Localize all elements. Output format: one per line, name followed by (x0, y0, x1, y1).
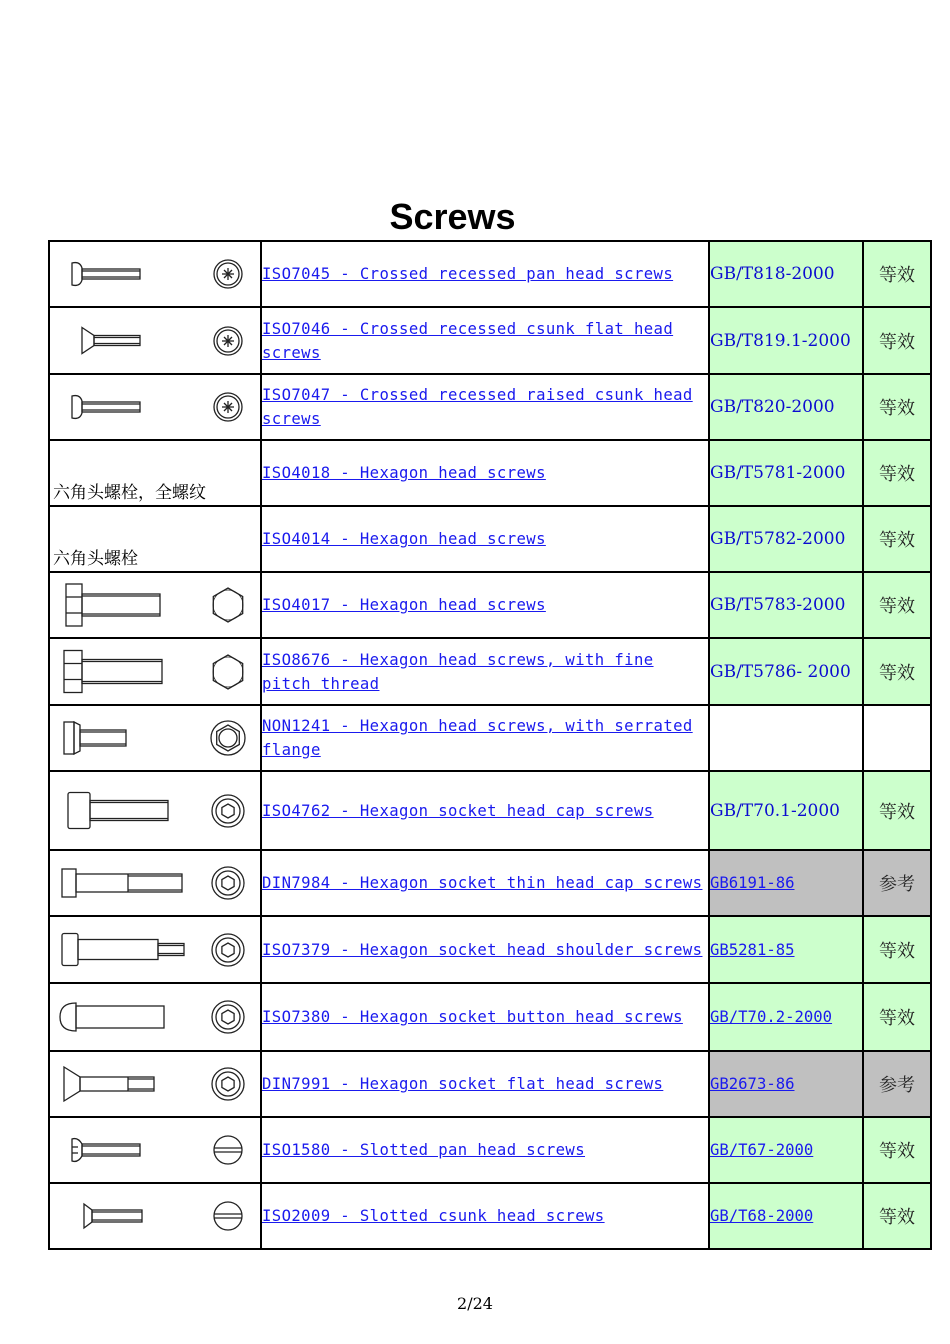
standard-description-cell (261, 241, 709, 307)
equivalence-status-cell (863, 850, 931, 916)
screw-drawing-cell (49, 506, 261, 572)
table-row (49, 983, 931, 1051)
gb-standard-cell[interactable] (709, 1117, 863, 1183)
standard-description-cell (261, 506, 709, 572)
table-row (49, 440, 931, 506)
gb-standard: GB/T5782-2000 (710, 529, 846, 549)
screw-drawing-cell (49, 1051, 261, 1117)
standard-description-cell (261, 771, 709, 850)
standard-description-cell (261, 983, 709, 1051)
table-row (49, 916, 931, 983)
screw-end-view (210, 389, 246, 425)
table-row (49, 1051, 931, 1117)
screw-side-view (50, 639, 200, 704)
table-row (49, 374, 931, 440)
table-row (49, 1183, 931, 1249)
gb-standard-cell (709, 771, 863, 850)
gb-standard-cell[interactable] (709, 850, 863, 916)
standard-link[interactable]: ISO7379 - Hexagon socket head shoulder screws (262, 940, 703, 959)
table-row (49, 771, 931, 850)
gb-standard-cell (709, 572, 863, 638)
screw-drawing-cell (49, 983, 261, 1051)
screw-side-view (50, 1118, 200, 1182)
screw-side-view (50, 308, 200, 373)
screw-side-view (50, 242, 200, 306)
standard-link[interactable]: ISO4762 - Hexagon socket head cap screws (262, 801, 654, 820)
equivalence-status-cell (863, 1051, 931, 1117)
screw-side-view (50, 984, 200, 1050)
screw-side-view (50, 375, 200, 439)
gb-standard-cell (709, 241, 863, 307)
table-row (49, 850, 931, 916)
gb-standard: GB/T819.1-2000 (710, 330, 851, 351)
table-row (49, 241, 931, 307)
equivalence-status-cell (863, 374, 931, 440)
equivalence-status: 等效 (879, 265, 915, 286)
standard-link[interactable]: ISO7046 - Crossed recessed csunk flat head screws (262, 319, 674, 362)
standard-link[interactable]: ISO4017 - Hexagon head screws (262, 596, 546, 614)
chinese-name-label: 六角头螺栓 (53, 549, 138, 569)
screw-end-view (210, 1132, 246, 1168)
screw-drawing-cell (49, 771, 261, 850)
equivalence-status-cell (863, 572, 931, 638)
screw-end-view (210, 932, 246, 968)
equivalence-status-cell (863, 241, 931, 307)
gb-standard-cell (709, 705, 863, 771)
standard-link[interactable]: ISO7045 - Crossed recessed pan head screws (262, 265, 674, 283)
page-number: 2/24 (457, 1294, 493, 1313)
screws-table-body (49, 241, 931, 1249)
standard-description-cell (261, 1051, 709, 1117)
gb-standard: GB5281-85 (710, 940, 795, 959)
screw-side-view (50, 1184, 200, 1248)
standard-link[interactable]: ISO7380 - Hexagon socket button head screws (262, 1008, 683, 1026)
gb-standard: GB2673-86 (710, 1075, 795, 1093)
screw-end-view (210, 654, 246, 690)
equivalence-status: 等效 (879, 1141, 915, 1162)
equivalence-status-cell (863, 638, 931, 705)
gb-standard: GB/T5783-2000 (710, 595, 846, 615)
screw-end-view (210, 256, 246, 292)
table-row (49, 506, 931, 572)
standard-link[interactable]: ISO4014 - Hexagon head screws (262, 530, 546, 548)
equivalence-status: 等效 (879, 662, 915, 684)
gb-standard: GB/T5781-2000 (710, 463, 846, 483)
gb-standard: GB/T70.1-2000 (710, 800, 840, 821)
standard-link[interactable]: ISO7047 - Crossed recessed raised csunk head screws (262, 386, 693, 428)
screw-side-view (50, 851, 200, 915)
screw-side-view (50, 917, 200, 982)
standard-description-cell (261, 307, 709, 374)
screw-end-view (210, 999, 246, 1035)
equivalence-status: 等效 (879, 940, 915, 962)
gb-standard: GB/T5786- 2000 (710, 661, 851, 682)
screw-drawing-cell (49, 850, 261, 916)
equivalence-status-cell (863, 1117, 931, 1183)
standard-description-cell (261, 440, 709, 506)
equivalence-status-cell (863, 307, 931, 374)
screw-side-view (50, 706, 200, 770)
gb-standard-cell (709, 307, 863, 374)
equivalence-status: 等效 (879, 596, 915, 617)
equivalence-status-cell (863, 771, 931, 850)
equivalence-status-cell (863, 506, 931, 572)
equivalence-status-cell (863, 983, 931, 1051)
equivalence-status: 等效 (879, 331, 915, 353)
standard-link[interactable]: ISO4018 - Hexagon head screws (262, 464, 546, 482)
gb-standard-cell (709, 440, 863, 506)
gb-standard-cell[interactable] (709, 1051, 863, 1117)
screw-side-view (50, 772, 200, 849)
equivalence-status-cell (863, 705, 931, 771)
gb-standard-cell (709, 506, 863, 572)
gb-standard-cell[interactable] (709, 983, 863, 1051)
screw-end-view (210, 865, 246, 901)
equivalence-status-cell (863, 440, 931, 506)
table-row (49, 705, 931, 771)
screw-end-view (210, 1066, 246, 1102)
gb-standard: GB/T820-2000 (710, 397, 835, 417)
gb-standard-cell (709, 374, 863, 440)
standard-description-cell (261, 916, 709, 983)
screw-drawing-cell (49, 307, 261, 374)
screw-drawing-cell (49, 374, 261, 440)
screw-drawing-cell (49, 1117, 261, 1183)
equivalence-status-cell (863, 916, 931, 983)
screw-side-view (50, 573, 200, 637)
equivalence-status: 等效 (879, 1207, 915, 1228)
gb-standard: GB/T818-2000 (710, 264, 835, 284)
chinese-name-label: 六角头螺栓，全螺纹 (53, 483, 206, 503)
screw-drawing-cell (49, 705, 261, 771)
standard-description-cell (261, 572, 709, 638)
standard-description-cell (261, 705, 709, 771)
standard-link[interactable]: DIN7984 - Hexagon socket thin head cap screws (262, 874, 703, 892)
table-row (49, 638, 931, 705)
standard-link[interactable]: ISO8676 - Hexagon head screws, with fine pitch thread (262, 650, 654, 693)
screw-end-view (210, 793, 246, 829)
standard-description-cell (261, 374, 709, 440)
screw-drawing-cell (49, 440, 261, 506)
equivalence-status: 等效 (879, 398, 915, 419)
standard-link[interactable]: NON1241 - Hexagon head screws, with serrated flange (262, 717, 693, 759)
equivalence-status-cell (863, 1183, 931, 1249)
equivalence-status: 等效 (879, 530, 915, 551)
screw-drawing-cell (49, 241, 261, 307)
gb-standard-cell[interactable] (709, 1183, 863, 1249)
table-row (49, 1117, 931, 1183)
screw-drawing-cell (49, 572, 261, 638)
screw-drawing-cell (49, 1183, 261, 1249)
screw-end-view (210, 587, 246, 623)
standard-description-cell (261, 850, 709, 916)
gb-standard-cell[interactable] (709, 916, 863, 983)
screw-drawing-cell (49, 638, 261, 705)
screw-side-view (50, 1052, 200, 1116)
table-row (49, 307, 931, 374)
gb-standard: GB6191-86 (710, 874, 795, 892)
equivalence-status: 参考 (879, 874, 915, 895)
equivalence-status: 等效 (879, 1008, 915, 1029)
page-title: Screws (389, 196, 516, 237)
standard-description-cell (261, 1183, 709, 1249)
screw-drawing-cell (49, 916, 261, 983)
screws-table (48, 240, 932, 1250)
equivalence-status: 参考 (879, 1075, 915, 1096)
screw-end-view (210, 1198, 246, 1234)
gb-standard: GB/T68-2000 (710, 1207, 814, 1225)
screw-end-view (210, 323, 246, 359)
gb-standard: GB/T70.2-2000 (710, 1008, 833, 1026)
equivalence-status: 等效 (879, 801, 915, 823)
equivalence-status: 等效 (879, 464, 915, 485)
standard-link[interactable]: DIN7991 - Hexagon socket flat head screws (262, 1075, 664, 1093)
table-row (49, 572, 931, 638)
gb-standard: GB/T67-2000 (710, 1141, 814, 1159)
standard-description-cell (261, 638, 709, 705)
standard-description-cell (261, 1117, 709, 1183)
standard-link[interactable]: ISO1580 - Slotted pan head screws (262, 1141, 586, 1159)
gb-standard-cell (709, 638, 863, 705)
standard-link[interactable]: ISO2009 - Slotted csunk head screws (262, 1207, 605, 1225)
screw-end-view (210, 720, 246, 756)
